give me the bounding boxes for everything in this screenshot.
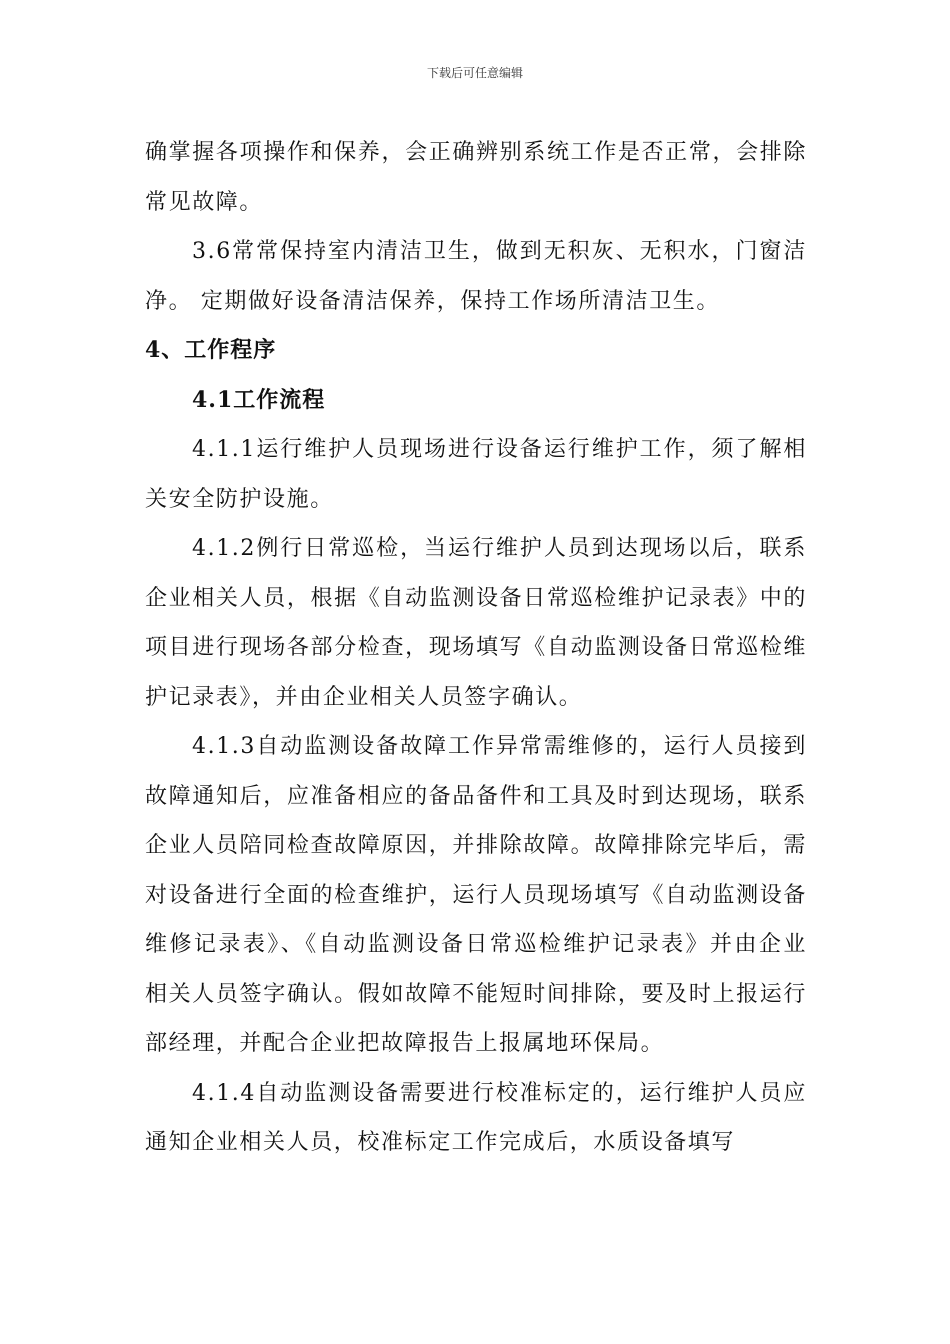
paragraph-4-1-3: 4.1.3自动监测设备故障工作异常需维修的，运行人员接到故障通知后，应准备相应的备品备件和工具及时到达现场，联系企业人员陪同检查故障原因，并排除故障。故障排除完毕后，需对设备进行全面的检查维护，运行人员现场填写《自动监测设备维修记录表》、《自动监测设备日常巡检维护记录表》并由企业相关人员签字确认。假如故障不能短时间排除，要及时上报运行部经理，并配合企业把故障报告上报属地环保局。 <box>145 734 807 1056</box>
page-header: 下载后可任意编辑 <box>426 66 523 80</box>
paragraph-continuation: 确掌握各项操作和保养，会正确辨别系统工作是否正常，会排除常见故障。 <box>145 140 807 215</box>
paragraph-4-1-1: 4.1.1运行维护人员现场进行设备运行维护工作，须了解相关安全防护设施。 <box>145 437 807 512</box>
paragraph-3-6: 3.6常常保持室内清洁卫生，做到无积灰、无积水，门窗洁净。 定期做好设备清洁保养，保持工作场所清洁卫生。 <box>145 239 807 314</box>
paragraph-4-1-4: 4.1.4自动监测设备需要进行校准标定的，运行维护人员应通知企业相关人员，校准标定工作完成后，水质设备填写 <box>145 1080 807 1155</box>
document-body <box>145 128 807 1168</box>
section-heading-4: 4、工作程序 <box>145 337 277 363</box>
subsection-heading-4-1: 4.1工作流程 <box>192 386 326 413</box>
paragraph-4-1-2: 4.1.2例行日常巡检，当运行维护人员到达现场以后，联系企业相关人员，根据《自动监测设备日常巡检维护记录表》中的项目进行现场各部分检查，现场填写《自动监测设备日常巡检维护记录表》，并由企业相关人员签字确认。 <box>145 536 807 710</box>
